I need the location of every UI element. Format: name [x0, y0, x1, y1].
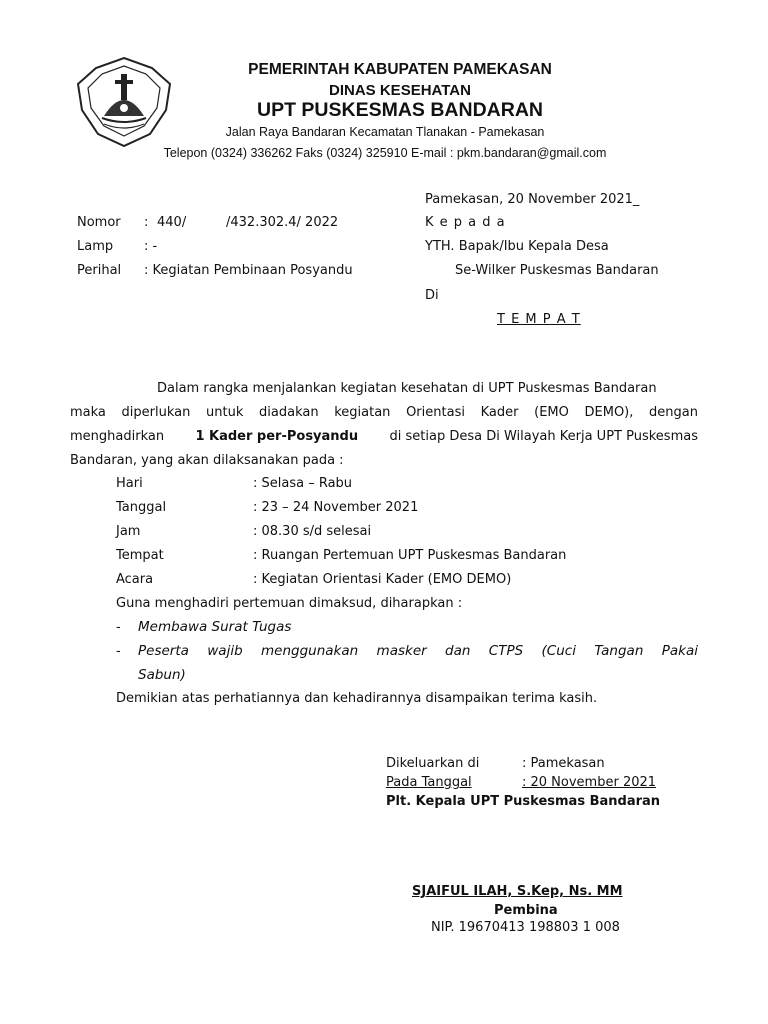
bullet-item-1: Membawa Surat Tugas: [138, 619, 292, 635]
body-text-3c: di setiap Desa Di Wilayah Kerja UPT Puskesmas: [389, 429, 698, 444]
detail-hari-label: Hari: [116, 476, 143, 491]
signatory-nip: NIP. 19670413 198803 1 008: [431, 920, 620, 935]
nomor-separator: :: [144, 215, 149, 230]
bullet-item-2-line-2: Sabun): [138, 667, 186, 683]
detail-acara-label: Acara: [116, 572, 154, 587]
body-line-4: Bandaran, yang akan dilaksanakan pada :: [70, 453, 344, 468]
perihal-label: Perihal: [77, 263, 122, 278]
detail-tanggal-value: : 23 – 24 November 2021: [253, 500, 419, 515]
tanggal-label: Pada Tanggal: [386, 775, 472, 790]
place-date: Pamekasan, 20 November 2021_: [425, 192, 640, 207]
letterhead-department: DINAS KESEHATAN: [329, 82, 471, 99]
body-text-3a: menghadirkan: [70, 429, 165, 444]
lamp-label: Lamp: [77, 239, 114, 254]
detail-acara-value: : Kegiatan Orientasi Kader (EMO DEMO): [253, 572, 512, 587]
tanggal-value: : 20 November 2021: [522, 775, 657, 790]
lamp-value: : -: [144, 239, 158, 254]
body-text-3-bold: 1 Kader per-Posyandu: [195, 429, 359, 444]
nomor-value: 440/: [157, 215, 187, 230]
signatory-position: Plt. Kepala UPT Puskesmas Bandaran: [386, 794, 661, 809]
bullet-dash-1: -: [116, 620, 121, 635]
detail-hari-value: : Selasa – Rabu: [253, 476, 353, 491]
nomor-value-suffix: /432.302.4/ 2022: [226, 215, 339, 230]
signatory-name: SJAIFUL ILAH, S.Kep, Ns. MM: [412, 884, 623, 899]
recipient-kepada: K e p a d a: [425, 215, 506, 230]
recipient-tempat: T E M P A T: [497, 312, 581, 327]
nomor-label: Nomor: [77, 215, 121, 230]
signatory-rank: Pembina: [494, 903, 558, 918]
bullet-item-2-line-1: Peserta wajib menggunakan masker dan CTPS (Cuci Tangan Pakai: [138, 643, 698, 659]
letterhead-government: PEMERINTAH KABUPATEN PAMEKASAN: [248, 61, 552, 78]
body-text-1: Dalam rangka menjalankan kegiatan kesehatan di UPT Puskesmas Bandaran: [157, 381, 657, 396]
guna-line: Guna menghadiri pertemuan dimaksud, diharapkan :: [116, 596, 463, 611]
body-line-2: maka diperlukan untuk diadakan kegiatan Orientasi Kader (EMO DEMO), dengan: [70, 405, 698, 420]
letterhead-contact: Telepon (0324) 336262 Faks (0324) 325910 E-mail : pkm.bandaran@gmail.com: [163, 146, 607, 160]
bullet-dash-2: -: [116, 644, 121, 659]
recipient-di: Di: [425, 288, 439, 303]
body-line-1: [157, 381, 657, 397]
dikeluarkan-value: : Pamekasan: [522, 756, 605, 771]
detail-tanggal-label: Tanggal: [116, 500, 167, 515]
body-line-3: [70, 429, 698, 445]
perihal-value: : Kegiatan Pembinaan Posyandu: [144, 263, 353, 278]
letterhead-address: Jalan Raya Bandaran Kecamatan Tlanakan - Pamekasan: [225, 125, 545, 139]
detail-jam-label: Jam: [116, 524, 141, 539]
dikeluarkan-label: Dikeluarkan di: [386, 756, 480, 771]
detail-tempat-label: Tempat: [116, 548, 164, 563]
letterhead-institution: UPT PUSKESMAS BANDARAN: [256, 99, 544, 121]
detail-tempat-value: : Ruangan Pertemuan UPT Puskesmas Bandaran: [253, 548, 567, 563]
detail-jam-value: : 08.30 s/d selesai: [253, 524, 372, 539]
recipient-yth: YTH. Bapak/Ibu Kepala Desa: [425, 239, 609, 254]
closing-line: Demikian atas perhatiannya dan kehadirannya disampaikan terima kasih.: [116, 691, 598, 706]
recipient-wilayah: Se-Wilker Puskesmas Bandaran: [455, 263, 659, 278]
